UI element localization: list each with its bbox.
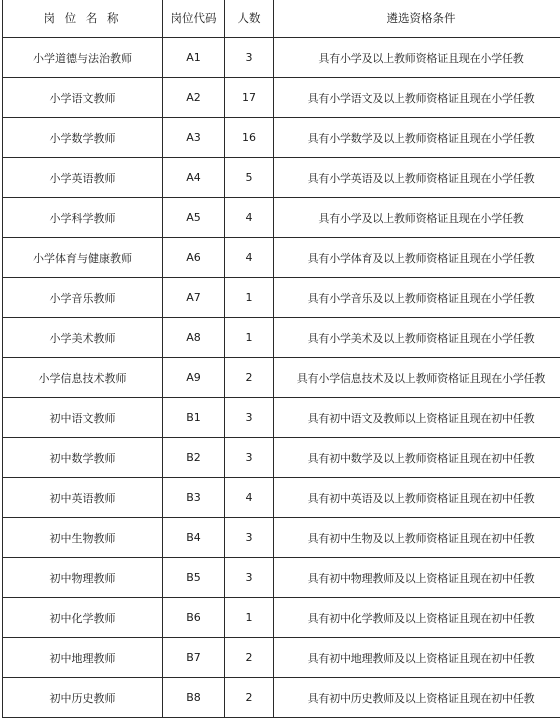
header-qualification-conditions: 遴选资格条件 bbox=[274, 0, 560, 38]
cell-position-code: B6 bbox=[163, 598, 225, 638]
cell-qualification-conditions: 具有小学音乐及以上教师资格证且现在小学任教 bbox=[274, 278, 560, 318]
cell-qualification-conditions: 具有初中历史教师及以上资格证且现在初中任教 bbox=[274, 678, 560, 718]
cell-position-code: A2 bbox=[163, 78, 225, 118]
cell-qualification-conditions: 具有小学体育及以上教师资格证且现在小学任教 bbox=[274, 238, 560, 278]
cell-headcount: 3 bbox=[225, 438, 274, 478]
cell-qualification-conditions: 具有初中地理教师及以上资格证且现在初中任教 bbox=[274, 638, 560, 678]
cell-position-name: 初中物理教师 bbox=[3, 558, 163, 598]
cell-position-code: A9 bbox=[163, 358, 225, 398]
cell-position-name: 小学道德与法治教师 bbox=[3, 38, 163, 78]
cell-qualification-conditions: 具有初中英语及以上教师资格证且现在初中任教 bbox=[274, 478, 560, 518]
cell-qualification-conditions: 具有初中语文及教师以上资格证且现在初中任教 bbox=[274, 398, 560, 438]
cell-position-code: B8 bbox=[163, 678, 225, 718]
table-row bbox=[3, 398, 560, 438]
cell-headcount: 3 bbox=[225, 398, 274, 438]
cell-position-name: 小学体育与健康教师 bbox=[3, 238, 163, 278]
table-body bbox=[3, 38, 560, 718]
table-row bbox=[3, 278, 560, 318]
cell-position-name: 小学信息技术教师 bbox=[3, 358, 163, 398]
cell-headcount: 1 bbox=[225, 278, 274, 318]
table-row bbox=[3, 158, 560, 198]
cell-position-name: 初中数学教师 bbox=[3, 438, 163, 478]
table-row bbox=[3, 318, 560, 358]
cell-position-code: B1 bbox=[163, 398, 225, 438]
cell-position-code: A7 bbox=[163, 278, 225, 318]
cell-qualification-conditions: 具有初中数学及以上教师资格证且现在初中任教 bbox=[274, 438, 560, 478]
cell-headcount: 1 bbox=[225, 318, 274, 358]
table-row bbox=[3, 438, 560, 478]
cell-qualification-conditions: 具有初中生物及以上教师资格证且现在初中任教 bbox=[274, 518, 560, 558]
table-row bbox=[3, 518, 560, 558]
cell-position-code: A5 bbox=[163, 198, 225, 238]
cell-qualification-conditions: 具有小学数学及以上教师资格证且现在小学任教 bbox=[274, 118, 560, 158]
cell-headcount: 1 bbox=[225, 598, 274, 638]
cell-position-code: A3 bbox=[163, 118, 225, 158]
cell-headcount: 4 bbox=[225, 238, 274, 278]
table-row bbox=[3, 478, 560, 518]
positions-table bbox=[2, 0, 560, 718]
cell-position-name: 初中语文教师 bbox=[3, 398, 163, 438]
header-headcount: 人数 bbox=[225, 0, 274, 38]
cell-qualification-conditions: 具有初中物理教师及以上资格证且现在初中任教 bbox=[274, 558, 560, 598]
cell-position-name: 小学英语教师 bbox=[3, 158, 163, 198]
table-row bbox=[3, 558, 560, 598]
cell-qualification-conditions: 具有小学及以上教师资格证且现在小学任教 bbox=[274, 198, 560, 238]
cell-position-name: 小学语文教师 bbox=[3, 78, 163, 118]
cell-headcount: 3 bbox=[225, 518, 274, 558]
cell-position-code: B7 bbox=[163, 638, 225, 678]
cell-qualification-conditions: 具有小学英语及以上教师资格证且现在小学任教 bbox=[274, 158, 560, 198]
cell-position-name: 小学科学教师 bbox=[3, 198, 163, 238]
cell-position-name: 小学美术教师 bbox=[3, 318, 163, 358]
cell-position-code: B5 bbox=[163, 558, 225, 598]
cell-position-name: 初中历史教师 bbox=[3, 678, 163, 718]
cell-position-name: 初中英语教师 bbox=[3, 478, 163, 518]
cell-position-code: B4 bbox=[163, 518, 225, 558]
cell-headcount: 2 bbox=[225, 638, 274, 678]
table-row bbox=[3, 638, 560, 678]
cell-position-code: B2 bbox=[163, 438, 225, 478]
cell-position-name: 小学数学教师 bbox=[3, 118, 163, 158]
table-row bbox=[3, 38, 560, 78]
cell-position-name: 初中化学教师 bbox=[3, 598, 163, 638]
header-position-code: 岗位代码 bbox=[163, 0, 225, 38]
cell-qualification-conditions: 具有初中化学教师及以上资格证且现在初中任教 bbox=[274, 598, 560, 638]
table-row bbox=[3, 78, 560, 118]
cell-headcount: 5 bbox=[225, 158, 274, 198]
cell-position-code: A8 bbox=[163, 318, 225, 358]
table-row bbox=[3, 118, 560, 158]
cell-qualification-conditions: 具有小学信息技术及以上教师资格证且现在小学任教 bbox=[274, 358, 560, 398]
cell-headcount: 3 bbox=[225, 558, 274, 598]
table-row bbox=[3, 198, 560, 238]
header-row bbox=[3, 0, 560, 38]
table-row bbox=[3, 238, 560, 278]
cell-position-code: B3 bbox=[163, 478, 225, 518]
cell-position-name: 初中地理教师 bbox=[3, 638, 163, 678]
cell-headcount: 17 bbox=[225, 78, 274, 118]
cell-qualification-conditions: 具有小学美术及以上教师资格证且现在小学任教 bbox=[274, 318, 560, 358]
cell-headcount: 2 bbox=[225, 678, 274, 718]
cell-position-name: 小学音乐教师 bbox=[3, 278, 163, 318]
cell-headcount: 2 bbox=[225, 358, 274, 398]
cell-position-code: A1 bbox=[163, 38, 225, 78]
cell-qualification-conditions: 具有小学语文及以上教师资格证且现在小学任教 bbox=[274, 78, 560, 118]
table-row bbox=[3, 678, 560, 718]
table-row bbox=[3, 358, 560, 398]
cell-headcount: 16 bbox=[225, 118, 274, 158]
cell-position-name: 初中生物教师 bbox=[3, 518, 163, 558]
table-header bbox=[3, 0, 560, 38]
cell-position-code: A6 bbox=[163, 238, 225, 278]
cell-headcount: 4 bbox=[225, 478, 274, 518]
cell-headcount: 3 bbox=[225, 38, 274, 78]
cell-headcount: 4 bbox=[225, 198, 274, 238]
cell-position-code: A4 bbox=[163, 158, 225, 198]
table-row bbox=[3, 598, 560, 638]
header-position-name: 岗 位 名 称 bbox=[3, 0, 163, 38]
cell-qualification-conditions: 具有小学及以上教师资格证且现在小学任教 bbox=[274, 38, 560, 78]
